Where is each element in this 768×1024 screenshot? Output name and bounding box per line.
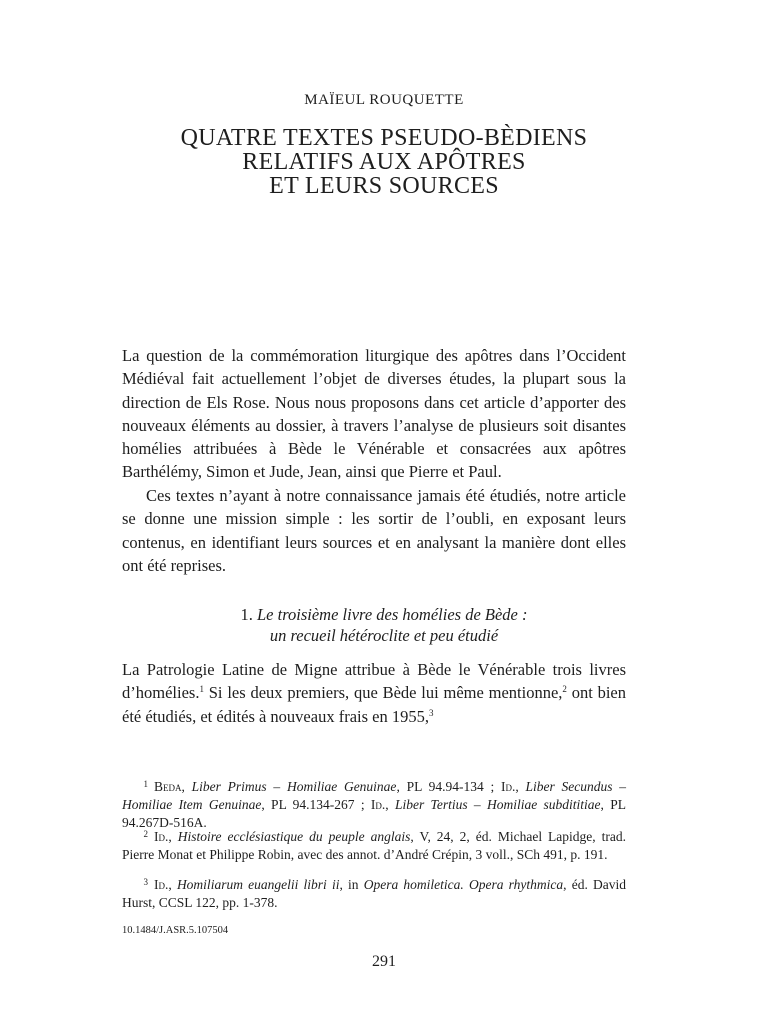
- footnote-text: , PL 94.267D-516A.: [122, 797, 626, 830]
- section-heading: [0, 604, 768, 646]
- author-abbrev: Beda: [154, 779, 182, 794]
- footnote-text: , PL 94.94-134 ;: [396, 779, 501, 794]
- footnote-text: , PL 94.134-267 ;: [261, 797, 371, 812]
- section-number: 1.: [240, 605, 253, 624]
- section-title-part-2: un recueil hétéroclite et peu étudié: [269, 626, 499, 645]
- footnote-text: , éd. David Hurst, CCSL 122, pp. 1-378.: [122, 877, 626, 910]
- footnote-text: ,: [168, 829, 178, 844]
- footnote-2: 2 Id., Histoire ecclésiastique du peuple anglais, V, 24, 2, éd. Michael Lapidge, trad. Pierre Monat et Philippe Robin, avec des annot. d’André Crépin, 3 voll., SCh 491, p. 191.: [122, 829, 626, 862]
- title-line-2: RELATIFS AUX APÔTRES: [242, 149, 526, 175]
- intro-paragraph-2: Ces textes n’ayant à notre connaissance jamais été étudiés, notre article se donne une mission simple : les sortir de l’oubli, en exposant leurs contenus, en identifiant leurs sources et en analysant la manière dont elles ont été reprises.: [122, 486, 626, 575]
- title-line-1: QUATRE TEXTES PSEUDO-BÈDIENS: [180, 125, 588, 151]
- work-title: Liber Primus – Homiliae Genuinae: [191, 779, 397, 794]
- work-title: Homiliarum euangelii libri ii: [176, 877, 340, 892]
- footnote-text: ,: [168, 877, 177, 892]
- author-abbrev: Id.: [154, 829, 169, 844]
- doi: 10.1484/J.ASR.5.107504: [122, 925, 229, 936]
- work-title: Liber Tertius – Homiliae subdititiae: [394, 797, 601, 812]
- footnote-1: 1 Beda, Liber Primus – Homiliae Genuinae, PL 94.94-134 ; Id., Liber Secundus – Homiliae Item Genuinae, PL 94.134-267 ; Id., Liber Tertius – Homiliae subdititiae, PL 94.267D-516A.: [122, 779, 627, 830]
- work-title: Opera homiletica. Opera rhythmica: [363, 877, 564, 892]
- author-abbrev: Id.: [370, 797, 386, 812]
- paragraph-text-part-1: La Patrologie Latine de Migne attribue à Bède le Vénérable trois livres d’homélies.: [122, 660, 626, 703]
- section-heading-line-1: [0, 604, 768, 625]
- paragraph-text-part-3: ont bien été étudiés, et édités à nouveaux frais en 1955,: [122, 683, 626, 726]
- article-title: [0, 126, 768, 198]
- footnote-text: , in: [339, 877, 364, 892]
- page-number: 291: [372, 953, 396, 970]
- author-abbrev: Id.: [500, 779, 516, 794]
- author-abbrev: Id.: [154, 877, 169, 892]
- section-heading-line-2: [0, 625, 768, 646]
- paragraph-text-part-2: Si les deux premiers, que Bède lui même mentionne,: [203, 683, 563, 703]
- work-title: Histoire ecclésiastique du peuple anglais: [177, 829, 411, 844]
- section-paragraph: [122, 658, 626, 728]
- footnote-3: 3 Id., Homiliarum euangelii libri ii, in Opera homiletica. Opera rhythmica, éd. David Hurst, CCSL 122, pp. 1-378.: [122, 877, 626, 910]
- footnote-ref-1[interactable]: 1: [199, 684, 204, 695]
- footnote-text: ,: [515, 779, 526, 794]
- footnote-ref-2[interactable]: 2: [562, 684, 567, 695]
- section-title-part-1: Le troisième livre des homélies de Bède :: [257, 605, 528, 624]
- footnote-ref-3[interactable]: 3: [428, 707, 434, 718]
- footnote-text: , V, 24, 2, éd. Michael Lapidge, trad. Pierre Monat et Philippe Robin, avec des annot. d’André Crépin, 3 voll., SCh 491, p. 191.: [122, 829, 626, 862]
- title-line-3: ET LEURS SOURCES: [269, 173, 499, 199]
- footnote-text: ,: [385, 797, 395, 812]
- intro-paragraph-1: La question de la commémoration liturgique des apôtres dans l’Occident Médiéval fait actuellement l’objet de diverses études, la plupart sous la direction de Els Rose. Nous nous proposons dans cet article d’apporter des nouveaux éléments au dossier, à travers l’analyse de plusieurs soit disantes homélies attribuées à Bède le Vénérable et consacrées aux apôtres Barthélémy, Simon et Jude, Jean, ainsi que Pierre et Paul.: [122, 346, 626, 482]
- footnote-text: ,: [181, 779, 192, 794]
- work-title: Liber Secundus – Homiliae Item Genuinae: [122, 779, 627, 812]
- author-name: MAÏEUL ROUQUETTE: [304, 92, 464, 108]
